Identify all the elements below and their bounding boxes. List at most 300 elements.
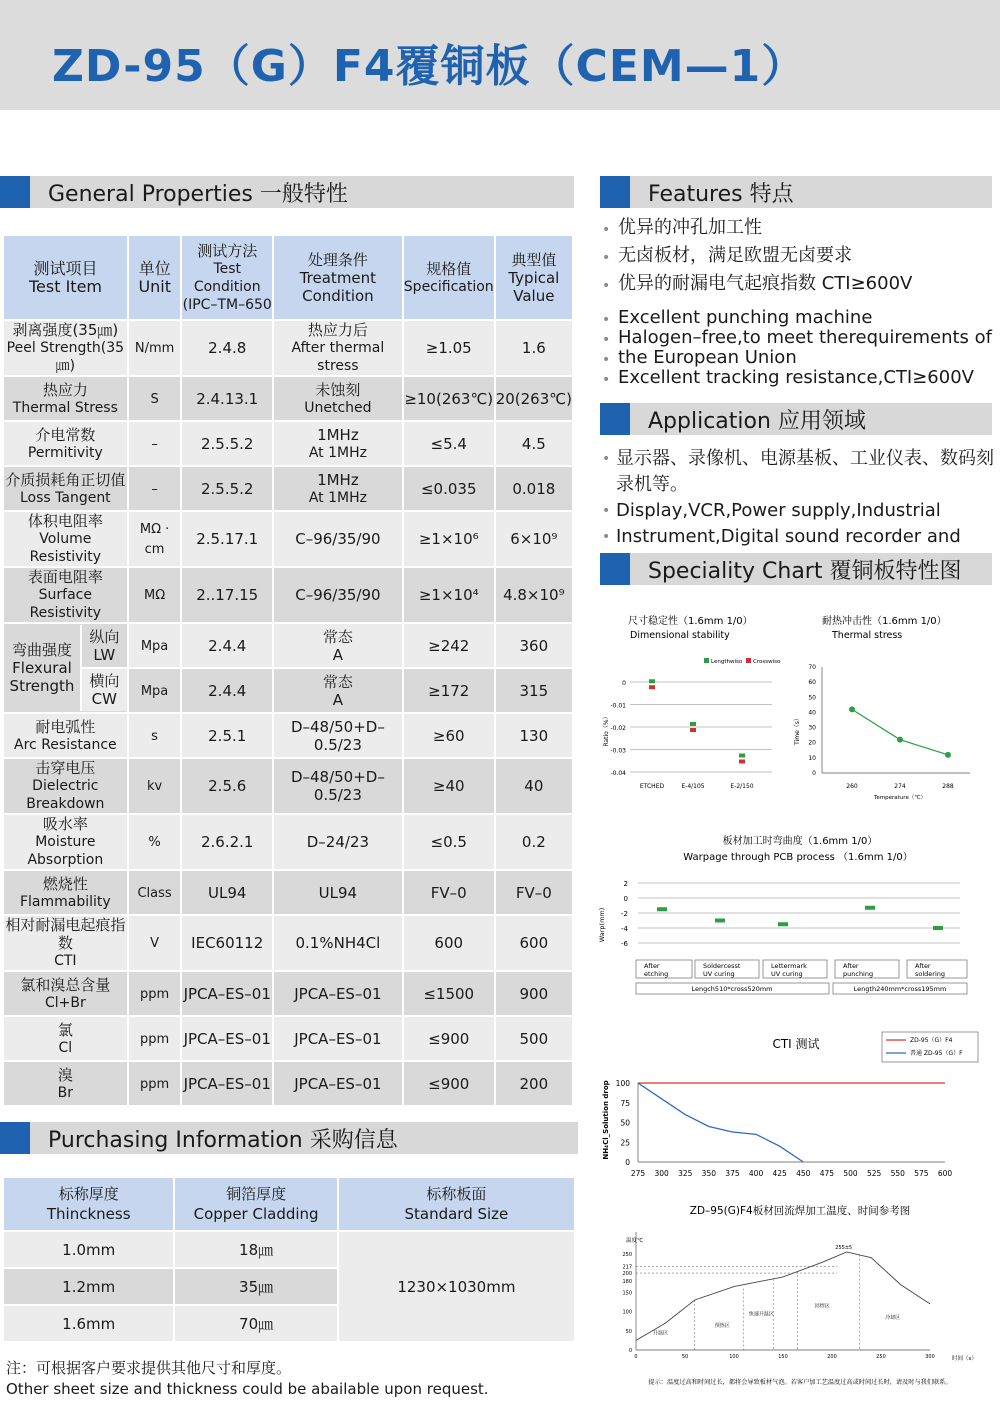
header-cn: 铜箔厚度 xyxy=(226,1185,287,1203)
item-cn: 溴 xyxy=(57,1065,73,1084)
method-text: JPCA–ES–01 xyxy=(183,1074,271,1093)
header-cn: 测试方法 xyxy=(197,241,258,260)
typical-cell xyxy=(496,815,572,869)
unit-text: S xyxy=(150,391,159,407)
speciality-heading: Speciality Chart 覆铜板特性图 xyxy=(648,558,962,584)
method-text: 2.4.13.1 xyxy=(196,389,259,408)
zone-label: 预热区 xyxy=(714,1322,730,1329)
table-row xyxy=(4,759,572,813)
table-row xyxy=(4,467,572,510)
copper-cell: 70㎛ xyxy=(175,1306,336,1341)
method-cell xyxy=(182,916,272,970)
header-cn: 单位 xyxy=(138,258,171,278)
treatment-cell xyxy=(274,815,402,869)
zone-label: 升温区 xyxy=(652,1330,669,1337)
unit-text: Class xyxy=(137,885,172,901)
chart-title: 板材加工时弯曲度（1.6mm 1/0） xyxy=(722,836,878,847)
table-row xyxy=(4,321,572,375)
spec-cell xyxy=(404,669,494,712)
y-tick-label: 0 xyxy=(625,1158,630,1167)
typ-text: FV–0 xyxy=(515,883,552,902)
thermal-stress-chart xyxy=(790,610,990,800)
table-row xyxy=(4,422,572,465)
item-en: Cl+Br xyxy=(44,994,86,1011)
y-tick-label: 0 xyxy=(623,895,628,903)
series-line xyxy=(852,709,948,754)
stage-label: UV curing xyxy=(771,970,803,978)
data-point xyxy=(849,706,855,712)
test-item-cell xyxy=(4,377,127,420)
feature-item: • Excellent tracking resistance,CTI≥600V xyxy=(602,368,997,388)
spec-cell xyxy=(404,1062,494,1105)
cond-en: Unetched xyxy=(304,399,372,416)
x-tick-label: 0 xyxy=(634,1354,638,1360)
x-tick-label: 275 xyxy=(630,1169,646,1178)
thickness-cell: 1.6mm xyxy=(4,1306,173,1341)
title-banner xyxy=(0,0,1000,110)
unit-cell xyxy=(129,916,181,970)
header-thickness xyxy=(4,1178,173,1230)
section-marker xyxy=(600,553,630,585)
chart-subtitle: Warpage through PCB process （1.6mm 1/0） xyxy=(683,852,913,863)
x-tick-label: 260 xyxy=(846,783,858,790)
unit-text: Mpa xyxy=(140,683,169,699)
cond-cn: 常态 xyxy=(322,672,353,691)
data-point xyxy=(933,926,943,930)
unit-cell xyxy=(129,972,181,1015)
spec-text: ≥1×10⁴ xyxy=(418,586,479,604)
direction-cn: 横向 xyxy=(89,672,120,690)
spec-cell xyxy=(404,624,494,667)
data-point xyxy=(865,906,875,910)
chart-title: 耐热冲击性（1.6mm 1/0） xyxy=(822,616,947,627)
table-row xyxy=(4,568,572,622)
cond-en: D–24/23 xyxy=(306,833,370,851)
test-item-cell xyxy=(4,1017,127,1060)
unit-text: N/mm xyxy=(134,341,175,356)
x-tick-label: 288 xyxy=(942,783,954,790)
x-tick-label: 425 xyxy=(772,1169,787,1178)
chart-note: 提示：温度过高和时间过长，都将会导致板材气泡。若客户加工艺温度过高或时间过长时，请及时与我们联系。 xyxy=(648,1379,952,1386)
method-cell xyxy=(182,512,272,566)
spec-cell xyxy=(404,467,494,510)
unit-text: ppm xyxy=(139,1076,170,1092)
table-row xyxy=(4,1062,572,1105)
method-cell xyxy=(182,422,272,465)
direction-cn: 纵向 xyxy=(89,628,120,646)
thickness-cell: 1.0mm xyxy=(4,1232,173,1267)
typical-cell xyxy=(496,422,572,465)
purchasing-table xyxy=(2,1176,576,1343)
unit-cell xyxy=(129,422,181,465)
application-header xyxy=(600,403,992,435)
unit-cell xyxy=(129,871,181,914)
table-row xyxy=(4,815,572,869)
item-en: Strength xyxy=(9,677,75,695)
y-tick-label: 100 xyxy=(615,1079,630,1088)
method-cell xyxy=(182,871,272,914)
x-tick-label: 200 xyxy=(827,1354,837,1360)
legend-label: 普通 ZD-95（G）F xyxy=(910,1050,963,1057)
test-item-cell xyxy=(4,759,127,813)
method-text: 2..17.15 xyxy=(196,586,259,604)
y-axis-label: Warp(mm) xyxy=(598,907,606,943)
cond-en: JPCA–ES–01 xyxy=(294,984,382,1003)
unit-text: – xyxy=(151,481,158,497)
typ-text: 40 xyxy=(524,777,544,795)
spec-text: ≤0.5 xyxy=(430,833,467,851)
direction-en: LW xyxy=(93,646,116,664)
table-row xyxy=(4,1017,572,1060)
stage-label: etching xyxy=(644,970,669,978)
typical-cell xyxy=(496,624,572,667)
typ-text: 600 xyxy=(519,934,549,952)
treatment-cell xyxy=(274,624,402,667)
y-tick-label: 50 xyxy=(625,1328,632,1335)
item-en: Arc Resistance xyxy=(14,736,117,753)
copper-cell: 18㎛ xyxy=(175,1232,336,1267)
y-tick-label: -6 xyxy=(621,940,628,948)
header-en: Copper Cladding xyxy=(193,1205,319,1223)
copper-cell: 35㎛ xyxy=(175,1269,336,1304)
spec-text: ≤1500 xyxy=(423,984,475,1003)
unit-cell xyxy=(129,624,181,667)
warpage-chart xyxy=(600,830,995,1000)
spec-cell xyxy=(404,871,494,914)
typ-text: 0.018 xyxy=(512,479,556,498)
unit-cell xyxy=(129,815,181,869)
table-row xyxy=(4,871,572,914)
method-cell xyxy=(182,759,272,813)
item-en: Peel Strength(35㎛) xyxy=(6,340,125,374)
header-size xyxy=(339,1178,574,1230)
group-label: Length240mm*cross195mm xyxy=(853,985,947,993)
data-point xyxy=(739,760,745,764)
y-tick-label: 60 xyxy=(808,679,816,687)
cond-cn: 1MHz xyxy=(317,470,359,489)
x-tick-label: 150 xyxy=(778,1354,788,1360)
stage-label: After xyxy=(915,962,931,970)
spec-cell xyxy=(404,1017,494,1060)
unit-text: ppm xyxy=(139,1031,170,1047)
typ-text: 500 xyxy=(519,1029,549,1048)
header-en: Test Item xyxy=(28,276,102,296)
method-text: 2.4.8 xyxy=(208,339,247,357)
y-tick-label: 75 xyxy=(620,1098,630,1108)
legend-swatch xyxy=(704,658,709,663)
table-row xyxy=(4,512,572,566)
cond-en: D–48/50+D–0.5/23 xyxy=(290,768,385,804)
y-tick-label: 50 xyxy=(620,1118,630,1128)
data-point xyxy=(649,685,655,689)
item-en: Cl xyxy=(58,1039,73,1056)
chart-subtitle: Dimensional stability xyxy=(630,630,730,641)
cond-cn: 1MHz xyxy=(317,425,359,444)
method-text: 2.4.4 xyxy=(208,681,247,700)
header-typical xyxy=(496,236,572,319)
peak-label: 255±5 xyxy=(835,1244,853,1251)
temperature-curve xyxy=(636,1252,930,1340)
spec-cell xyxy=(404,916,494,970)
properties-table xyxy=(2,234,574,1107)
speciality-header xyxy=(600,553,992,585)
y-tick-label: 217 xyxy=(622,1264,632,1271)
method-cell xyxy=(182,714,272,757)
data-point xyxy=(715,919,725,923)
header-copper xyxy=(175,1178,336,1230)
features-list xyxy=(602,218,997,396)
x-tick-label: 575 xyxy=(914,1169,929,1178)
spec-cell xyxy=(404,714,494,757)
chart-subtitle: Thermal stress xyxy=(832,630,903,641)
cond-en: UL94 xyxy=(318,883,358,902)
method-cell xyxy=(182,815,272,869)
x-tick-label: 450 xyxy=(796,1169,811,1178)
spec-text: ≤900 xyxy=(428,1029,470,1048)
data-point xyxy=(649,679,655,683)
method-text: 2.5.5.2 xyxy=(200,434,254,453)
item-en: Br xyxy=(57,1084,74,1101)
item-cn: 击穿电压 xyxy=(35,759,96,777)
y-tick-label: 50 xyxy=(808,694,816,702)
data-point xyxy=(897,737,903,743)
item-cn: 热应力 xyxy=(42,380,88,399)
spec-cell xyxy=(404,321,494,375)
size-cell: 1230×1030mm xyxy=(339,1232,574,1341)
x-tick-label: 375 xyxy=(725,1169,740,1178)
typical-cell xyxy=(496,1017,572,1060)
legend-label: ZD-95（G）F4 xyxy=(910,1037,953,1044)
method-text: 2.5.1 xyxy=(208,726,247,745)
table-row xyxy=(4,377,572,420)
test-item-cell xyxy=(4,1062,127,1105)
treatment-cell xyxy=(274,467,402,510)
method-text: UL94 xyxy=(208,883,247,902)
method-text: 2.5.5.2 xyxy=(200,479,254,498)
spec-text: ≥172 xyxy=(428,681,470,700)
method-text: 2.5.17.1 xyxy=(196,530,259,548)
typical-cell xyxy=(496,377,572,420)
general-properties-header xyxy=(0,176,574,208)
treatment-cell xyxy=(274,568,402,622)
feature-item: • 优异的冲孔加工性 xyxy=(602,218,997,238)
unit-text: V xyxy=(150,936,160,951)
header-cn: 处理条件 xyxy=(307,250,368,269)
spec-cell xyxy=(404,972,494,1015)
table-row xyxy=(4,972,572,1015)
header-treatment xyxy=(274,236,402,319)
treatment-cell xyxy=(274,422,402,465)
x-tick-label: 550 xyxy=(890,1169,905,1178)
item-cn: 相对耐漏电起痕指数 xyxy=(5,916,126,952)
spec-text: ≥10(263℃) xyxy=(404,389,494,408)
unit-cell xyxy=(129,321,181,375)
item-cn: 表面电阻率 xyxy=(27,568,103,586)
typ-text: 315 xyxy=(519,681,549,700)
y-tick-label: 25 xyxy=(620,1138,630,1148)
spec-text: ≤900 xyxy=(428,1074,470,1093)
footnote-cn: 注：可根据客户要求提供其他尺寸和厚度。 xyxy=(6,1359,292,1377)
flexural-strength-cell xyxy=(4,624,127,712)
cond-en: JPCA–ES–01 xyxy=(294,1074,382,1093)
treatment-cell xyxy=(274,759,402,813)
spec-cell xyxy=(404,512,494,566)
unit-text: Mpa xyxy=(140,638,169,654)
header-en: (IPC–TM–650 xyxy=(182,296,272,313)
x-tick-label: E-4/105 xyxy=(681,783,705,790)
typ-text: 20(263℃) xyxy=(495,389,572,408)
y-tick-label: 0 xyxy=(628,1348,632,1354)
unit-text: MΩ xyxy=(143,588,166,603)
spec-text: ≥60 xyxy=(432,726,465,745)
method-cell xyxy=(182,1017,272,1060)
spec-cell xyxy=(404,568,494,622)
typ-text: 360 xyxy=(519,636,549,655)
x-tick-label: 50 xyxy=(681,1354,689,1360)
typ-text: 4.8×10⁹ xyxy=(503,586,565,604)
header-test-method xyxy=(182,236,272,319)
unit-cell xyxy=(129,467,181,510)
test-item-cell xyxy=(4,467,127,510)
features-heading: Features 特点 xyxy=(648,181,794,207)
y-tick-label: 180 xyxy=(622,1278,632,1285)
item-cn: 剥离强度(35㎛) xyxy=(12,321,119,339)
typical-cell xyxy=(496,467,572,510)
series-line xyxy=(638,1083,803,1162)
item-en: Flammability xyxy=(19,893,111,910)
unit-cell xyxy=(129,759,181,813)
legend-label: Lengthwiso xyxy=(711,659,743,665)
typical-cell xyxy=(496,568,572,622)
x-tick-label: 400 xyxy=(748,1169,764,1178)
item-cn: 吸水率 xyxy=(42,815,88,833)
header-cn: 测试项目 xyxy=(33,258,98,278)
typ-text: 0.2 xyxy=(521,833,546,851)
unit-text: s xyxy=(151,728,158,744)
cond-en: A xyxy=(332,690,344,709)
x-tick-label: 274 xyxy=(894,783,906,790)
group-label: Lengch510*cross520mm xyxy=(691,985,773,993)
stage-label: soldering xyxy=(915,970,946,978)
spec-text: ≥1.05 xyxy=(425,339,472,357)
header-specification xyxy=(404,236,494,319)
y-tick-label: 200 xyxy=(622,1271,632,1278)
spec-text: ≥242 xyxy=(428,636,470,655)
x-tick-label: 475 xyxy=(819,1169,835,1178)
treatment-cell xyxy=(274,714,402,757)
x-tick-label: 325 xyxy=(678,1169,693,1178)
typ-text: 130 xyxy=(519,726,549,745)
page-title: ZD-95（G）F4覆铜板（CEM—1） xyxy=(52,41,807,92)
unit-text: % xyxy=(148,835,161,850)
method-cell xyxy=(182,624,272,667)
item-en: Moisture Absorption xyxy=(27,834,104,868)
chart-title: ZD–95(G)F4板材回流焊加工温度、时间参考图 xyxy=(689,1205,911,1217)
unit-cell xyxy=(129,568,181,622)
treatment-cell xyxy=(274,377,402,420)
unit-cell xyxy=(129,669,181,712)
cond-en: At 1MHz xyxy=(308,444,367,461)
x-tick-label: 350 xyxy=(701,1169,717,1178)
item-en: Loss Tangent xyxy=(19,489,111,506)
item-cn: 弯曲强度 xyxy=(11,641,72,659)
purchasing-header xyxy=(0,1122,578,1154)
purchasing-heading: Purchasing Information 采购信息 xyxy=(48,1127,398,1153)
unit-cell xyxy=(129,714,181,757)
item-cn: 耐电弧性 xyxy=(35,717,96,736)
test-item-cell xyxy=(4,321,127,375)
features-header xyxy=(600,176,992,208)
cond-en: D–48/50+D–0.5/23 xyxy=(290,717,385,754)
cond-en: 0.1%NH4Cl xyxy=(295,934,381,952)
y-tick-label: 2 xyxy=(623,880,628,888)
chart-title: 尺寸稳定性（1.6mm 1/0） xyxy=(628,616,753,627)
treatment-cell xyxy=(274,669,402,712)
stage-label: Lettermark xyxy=(771,962,807,970)
test-item-cell xyxy=(4,568,127,622)
x-tick-label: E-2/150 xyxy=(730,783,754,790)
cond-en: JPCA–ES–01 xyxy=(294,1029,382,1048)
item-en: CTI xyxy=(54,953,77,969)
typ-text: 900 xyxy=(519,984,549,1003)
item-en: Flexural xyxy=(12,659,72,677)
treatment-cell xyxy=(274,1017,402,1060)
y-tick-label: 0 xyxy=(622,680,626,687)
x-tick-label: 525 xyxy=(866,1169,882,1178)
method-cell xyxy=(182,669,272,712)
test-item-cell xyxy=(4,422,127,465)
test-item-cell xyxy=(4,714,127,757)
y-tick-label: 150 xyxy=(622,1290,632,1297)
table-row xyxy=(4,624,572,667)
y-tick-label: 250 xyxy=(622,1251,632,1258)
unit-text: MΩ · cm xyxy=(139,522,170,557)
footnote-en: Other sheet size and thickness could be abailable upon request. xyxy=(6,1380,489,1398)
item-cn: 氯和溴总含量 xyxy=(20,975,111,994)
application-heading: Application 应用领域 xyxy=(648,408,866,434)
method-text: JPCA–ES–01 xyxy=(183,984,271,1003)
x-tick-label: 600 xyxy=(937,1169,953,1178)
y-axis-label: Time（s） xyxy=(794,715,801,745)
x-tick-label: 300 xyxy=(925,1354,935,1360)
header-cn: 标称厚度 xyxy=(58,1185,119,1203)
typ-text: 6×10⁹ xyxy=(510,530,558,548)
spec-cell xyxy=(404,759,494,813)
unit-text: ppm xyxy=(139,986,170,1002)
item-en: Thermal Stress xyxy=(12,399,118,416)
header-en: Specification xyxy=(403,278,494,295)
section-marker xyxy=(600,176,630,208)
treatment-cell xyxy=(274,1062,402,1105)
method-cell xyxy=(182,568,272,622)
method-text: 2.5.6 xyxy=(208,777,247,795)
application-item: • 显示器、录像机、电源基板、工业仪表、数码刻录机等。 xyxy=(602,446,997,498)
section-marker xyxy=(600,403,630,435)
y-axis-label: NH₄Cl_Solution drop xyxy=(602,1080,610,1160)
treatment-cell xyxy=(274,972,402,1015)
x-axis-label: Temperature（℃） xyxy=(873,795,927,801)
item-en: Dielectric Breakdown xyxy=(26,778,105,812)
data-point xyxy=(657,907,667,911)
spec-text: FV–0 xyxy=(430,883,467,902)
test-item-cell xyxy=(4,512,127,566)
y-tick-label: -2 xyxy=(621,910,628,918)
zone-label: 回焊区 xyxy=(814,1303,830,1310)
x-axis-label: 时间（s） xyxy=(952,1356,977,1362)
y-tick-label: 100 xyxy=(622,1309,632,1316)
zone-label: 快速升温区 xyxy=(748,1311,774,1318)
feature-item: • the European Union xyxy=(602,348,997,368)
